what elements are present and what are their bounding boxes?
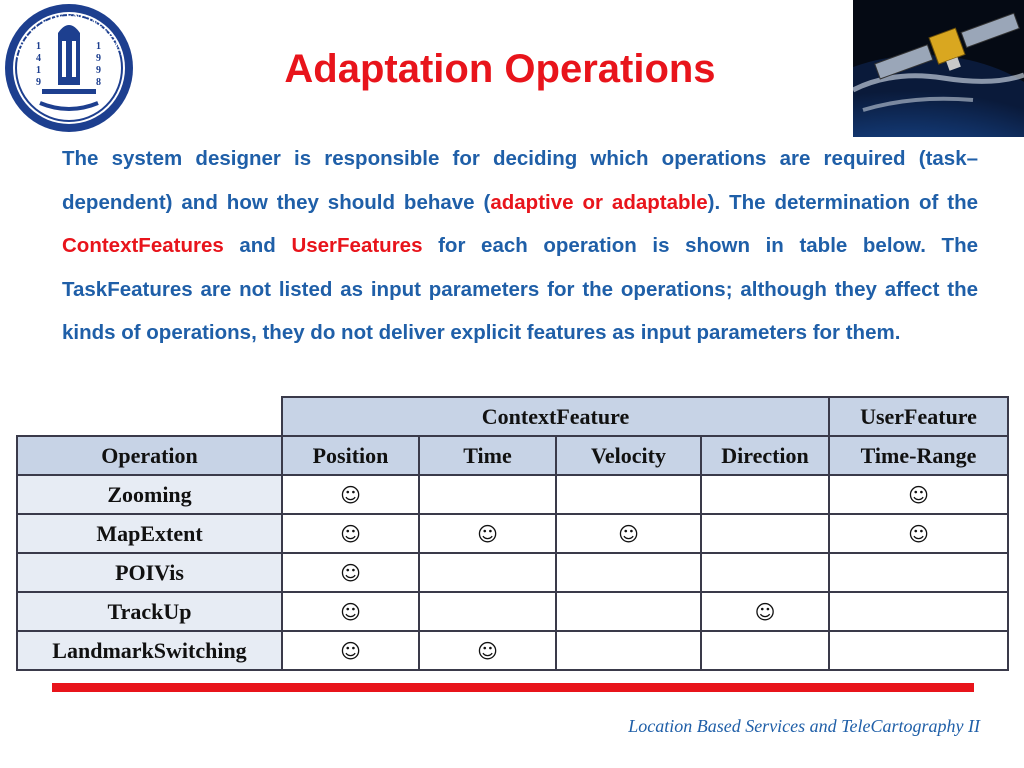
group-header-cell: UserFeature [829,397,1008,436]
logo-year-right-1: 1 [96,41,101,52]
satellite-over-earth-icon [853,0,1024,137]
table-row [17,514,1008,553]
operation-name-cell: MapExtent [17,514,282,553]
operation-name-cell: Zooming [17,475,282,514]
smiley-check-icon: ☺ [340,560,361,585]
highlight-term: or [573,190,612,214]
highlight-term: ContextFeatures [62,234,224,258]
college-seal-icon [2,3,136,133]
mark-cell [701,592,829,631]
logo-year-right-3: 9 [96,65,101,76]
column-header-cell: Time [419,436,556,475]
logo-year-right-2: 9 [96,53,101,64]
operation-name-cell: POIVis [17,553,282,592]
highlight-term: UserFeatures [291,234,423,258]
mark-cell [419,475,556,514]
body-text-run: The system designer is responsible for deciding which operations are required (task–dependent) and how they should behave ( [62,147,978,214]
smiley-check-icon: ☺ [477,521,498,546]
smiley-check-icon: ☺ [340,482,361,507]
college-logo [2,3,136,133]
satellite-image [853,0,1024,137]
logo-ring-text: COLLEGE OF ENGINEERING [13,11,124,60]
column-header-cell: Time-Range [829,436,1008,475]
logo-year-left-2: 4 [36,53,41,64]
mark-cell [556,631,701,670]
table-row [17,631,1008,670]
mark-cell [556,592,701,631]
logo-year-left-1: 1 [36,41,41,52]
mark-cell [282,631,419,670]
smiley-check-icon: ☺ [618,521,639,546]
mark-cell [829,631,1008,670]
table-row [17,592,1008,631]
slide-title: Adaptation Operations [284,47,716,91]
mark-cell [419,553,556,592]
smiley-check-icon: ☺ [340,599,361,624]
column-header-cell: Velocity [556,436,701,475]
column-header-cell: Operation [17,436,282,475]
footer-text: Location Based Services and TeleCartography II [628,716,980,736]
mark-cell [419,514,556,553]
logo-year-left-4: 9 [36,77,41,88]
column-header-cell: Position [282,436,419,475]
smiley-check-icon: ☺ [477,638,498,663]
smiley-check-icon: ☺ [340,638,361,663]
smiley-check-icon: ☺ [340,521,361,546]
mark-cell [282,592,419,631]
empty-corner-cell [17,397,282,436]
mark-cell [829,592,1008,631]
mark-cell [701,514,829,553]
mark-cell [701,475,829,514]
mark-cell [829,475,1008,514]
body-paragraph [62,137,978,355]
logo-year-left-3: 1 [36,65,41,76]
column-header-cell: Direction [701,436,829,475]
mark-cell [282,553,419,592]
highlight-term: adaptive [490,190,574,214]
body-text-run: and [223,234,292,258]
group-header-cell: ContextFeature [282,397,829,436]
column-header-row [17,436,1008,475]
operations-table [16,396,1009,671]
mark-cell [556,553,701,592]
mark-cell [556,475,701,514]
logo-year-right-4: 8 [96,77,101,88]
mark-cell [556,514,701,553]
smiley-check-icon: ☺ [908,521,929,546]
mark-cell [419,592,556,631]
body-text-run: ). The determination of the [707,190,978,214]
table-row [17,475,1008,514]
smiley-check-icon: ☺ [908,482,929,507]
mark-cell [282,475,419,514]
mark-cell [419,631,556,670]
highlight-term: adaptable [611,190,708,214]
smiley-check-icon: ☺ [754,599,776,624]
operation-name-cell: TrackUp [17,592,282,631]
mark-cell [829,514,1008,553]
table-row [17,553,1008,592]
mark-cell [829,553,1008,592]
mark-cell [701,631,829,670]
mark-cell [282,514,419,553]
mark-cell [701,553,829,592]
operation-name-cell: LandmarkSwitching [17,631,282,670]
group-header-row [17,397,1008,436]
body-text-run: for each operation is shown in table below. The TaskFeatures are not listed as input parameters for the operations; although they affect the kinds of operations, they do not deliver explicit features as input parameters for them. [62,234,978,345]
accent-bar [52,683,974,692]
